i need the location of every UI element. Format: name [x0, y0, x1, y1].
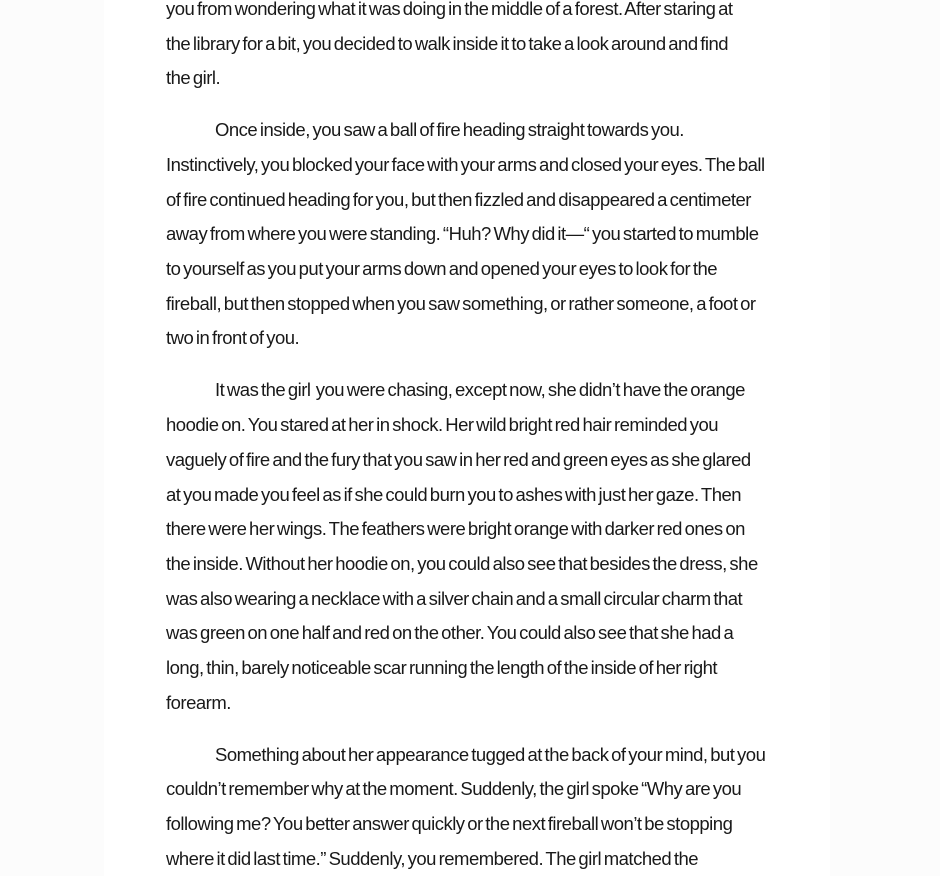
text-line: at you made you feel as if she could burn you to ashes with just her gaze. Then [166, 483, 742, 505]
text-line: away from where you were standing. “Huh? Why did it—“ you started to mumble [166, 223, 759, 245]
text-line: It was the girl you were chasing, except now, she didn’t have the orange [215, 379, 745, 401]
text-line: vaguely of fire and the fury that you saw in her red and green eyes as she glared [166, 448, 751, 470]
text-line: couldn’t remember why at the moment. Suddenly, the girl spoke “Why are you [166, 778, 742, 800]
text-line: Something about her appearance tugged at the back of your mind, but you [215, 743, 766, 765]
text-line: you from wondering what it was doing in the middle of a forest. After staring at [166, 0, 733, 19]
text-line: was also wearing a necklace with a silver chain and a small circular charm that [166, 587, 743, 609]
text-line: the inside. Without her hoodie on, you could also see that besides the dress, she [166, 552, 758, 574]
text-line: fireball, but then stopped when you saw something, or rather someone, a foot or [166, 292, 756, 314]
text-line: following me? You better answer quickly or the next fireball won’t be stopping [166, 813, 733, 835]
text-line: hoodie on. You stared at her in shock. Her wild bright red hair reminded you [166, 414, 719, 436]
document-text [166, 0, 814, 876]
paragraph [166, 0, 814, 96]
text-line: there were her wings. The feathers were bright orange with darker red ones on [166, 518, 745, 540]
paragraph [166, 738, 814, 876]
text-line: Once inside, you saw a ball of fire heading straight towards you. [215, 119, 684, 141]
text-line: Instinctively, you blocked your face with your arms and closed your eyes. The ball [166, 154, 765, 176]
text-line: the girl. [166, 67, 221, 89]
text-line: long, thin, barely noticeable scar running the length of the inside of her right [166, 656, 718, 678]
paragraph [166, 113, 814, 356]
text-line: was green on one half and red on the other. You could also see that she had a [166, 622, 734, 644]
text-line: to yourself as you put your arms down and opened your eyes to look for the [166, 258, 718, 280]
text-line: where it did last time.” Suddenly, you remembered. The girl matched the [166, 847, 699, 869]
text-line: the library for a bit, you decided to walk inside it to take a look around and find [166, 32, 729, 54]
text-line: of fire continued heading for you, but then fizzled and disappeared a centimeter [166, 188, 751, 210]
document-page[interactable] [104, 0, 830, 876]
paragraph [166, 373, 814, 720]
text-line: two in front of you. [166, 327, 300, 349]
text-line: forearm. [166, 691, 231, 713]
